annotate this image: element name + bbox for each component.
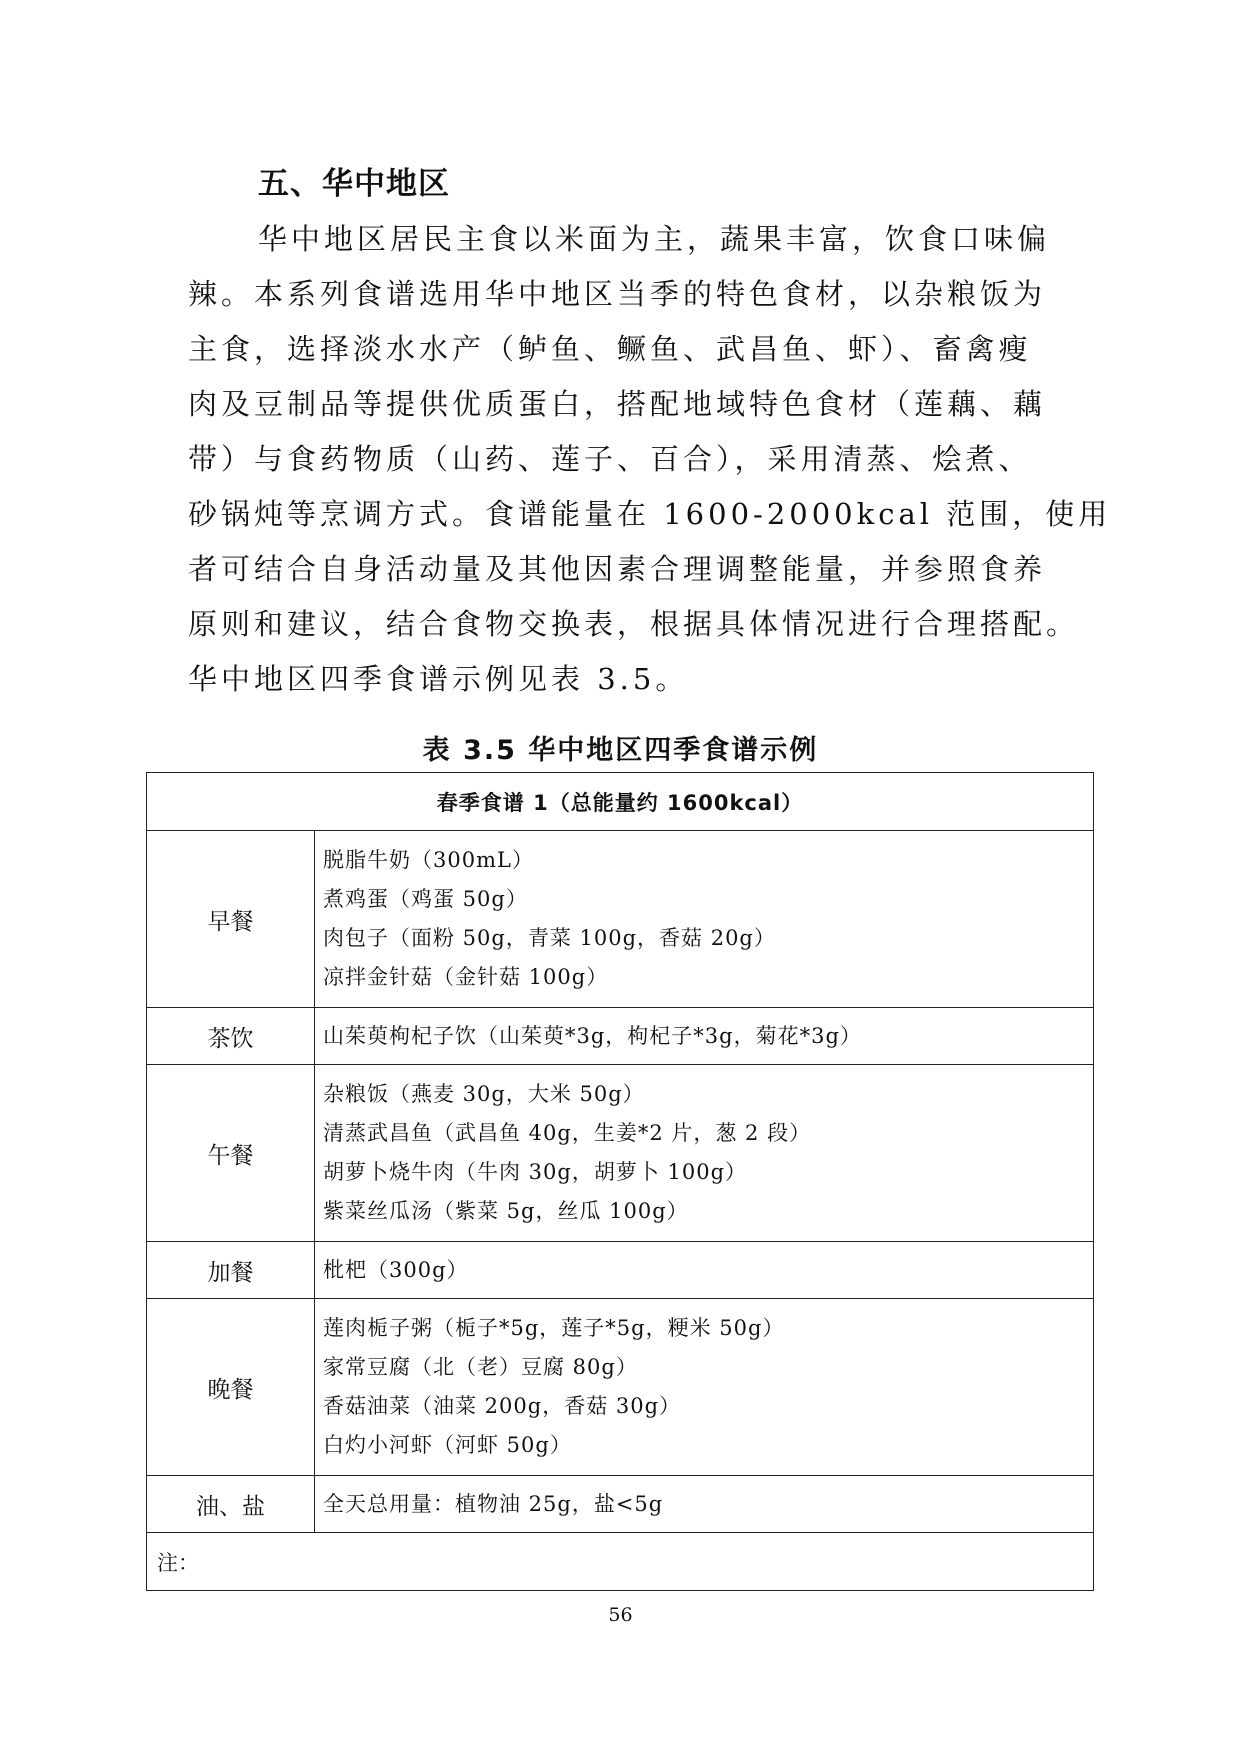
dish-item: 白灼小河虾（河虾 50g）	[323, 1433, 572, 1457]
dish-cell	[315, 1065, 1094, 1242]
meal-row-oil-salt	[147, 1476, 1094, 1533]
meal-name: 油、盐	[147, 1476, 315, 1533]
paragraph-line: 辣。本系列食谱选用华中地区当季的特色食材，以杂粮饭为	[188, 277, 1047, 311]
meal-row-dinner	[147, 1299, 1094, 1476]
dish-item: 家常豆腐（北（老）豆腐 80g）	[323, 1355, 638, 1379]
paragraph-line: 华中地区四季食谱示例见表 3.5。	[188, 662, 689, 696]
dish-item: 香菇油菜（油菜 200g，香菇 30g）	[323, 1394, 682, 1418]
dish-item: 胡萝卜烧牛肉（牛肉 30g，胡萝卜 100g）	[323, 1160, 748, 1184]
dish-item: 紫菜丝瓜汤（紫菜 5g，丝瓜 100g）	[323, 1199, 689, 1223]
dish-item: 煮鸡蛋（鸡蛋 50g）	[323, 887, 528, 911]
dish-cell	[315, 1008, 1094, 1065]
dish-list	[323, 1485, 1093, 1524]
dish-cell	[315, 1299, 1094, 1476]
paragraph-line: 主食，选择淡水水产（鲈鱼、鳜鱼、武昌鱼、虾）、畜禽瘦	[188, 332, 1032, 366]
dish-item: 肉包子（面粉 50g，青菜 100g，香菇 20g）	[323, 926, 776, 950]
section-heading: 五、华中地区	[258, 166, 450, 202]
dish-list	[323, 1017, 1093, 1056]
meal-row-breakfast	[147, 831, 1094, 1008]
dish-cell	[315, 831, 1094, 1008]
meal-name: 加餐	[147, 1242, 315, 1299]
meal-name: 早餐	[147, 831, 315, 1008]
paragraph-line: 砂锅炖等烹调方式。食谱能量在 1600-2000kcal 范围，使用	[188, 497, 1112, 531]
menu-title: 春季食谱 1（总能量约 1600kcal）	[147, 773, 1094, 831]
meal-name: 午餐	[147, 1065, 315, 1242]
page-number: 56	[608, 1604, 633, 1626]
paragraph-line: 华中地区居民主食以米面为主，蔬果丰富，饮食口味偏	[258, 222, 1051, 256]
meal-row-snack	[147, 1242, 1094, 1299]
menu-title-row	[147, 773, 1094, 831]
meal-name: 晚餐	[147, 1299, 315, 1476]
dish-list	[323, 1251, 1093, 1290]
paragraph-line: 肉及豆制品等提供优质蛋白，搭配地域特色食材（莲藕、藕	[188, 387, 1047, 421]
dish-list	[323, 1309, 1093, 1465]
paragraph-line: 者可结合自身活动量及其他因素合理调整能量，并参照食养	[188, 552, 1047, 586]
table-note: 注：	[147, 1533, 1094, 1591]
menu-table	[146, 772, 1094, 1591]
dish-cell	[315, 1476, 1094, 1533]
paragraph-line: 带）与食药物质（山药、莲子、百合），采用清蒸、烩煮、	[188, 442, 1032, 476]
dish-item: 脱脂牛奶（300mL）	[323, 848, 534, 872]
dish-item: 全天总用量：植物油 25g，盐<5g	[323, 1491, 664, 1516]
dish-item: 山茱萸枸杞子饮（山茱萸*3g，枸杞子*3g，菊花*3g）	[323, 1023, 862, 1048]
dish-cell	[315, 1242, 1094, 1299]
meal-name: 茶饮	[147, 1008, 315, 1065]
body-paragraph	[188, 212, 1112, 707]
dish-item: 杂粮饭（燕麦 30g，大米 50g）	[323, 1082, 645, 1106]
dish-item: 清蒸武昌鱼（武昌鱼 40g，生姜*2 片，葱 2 段）	[323, 1121, 812, 1145]
dish-item: 凉拌金针菇（金针菇 100g）	[323, 965, 609, 989]
meal-row-tea	[147, 1008, 1094, 1065]
dish-list	[323, 1075, 1093, 1231]
meal-row-lunch	[147, 1065, 1094, 1242]
dish-list	[323, 841, 1093, 997]
dish-item: 莲肉栀子粥（栀子*5g，莲子*5g，粳米 50g）	[323, 1316, 785, 1340]
note-row	[147, 1533, 1094, 1591]
table-caption: 表 3.5 华中地区四季食谱示例	[422, 735, 819, 766]
dish-item: 枇杷（300g）	[323, 1257, 469, 1282]
paragraph-line: 原则和建议，结合食物交换表，根据具体情况进行合理搭配。	[188, 607, 1080, 641]
